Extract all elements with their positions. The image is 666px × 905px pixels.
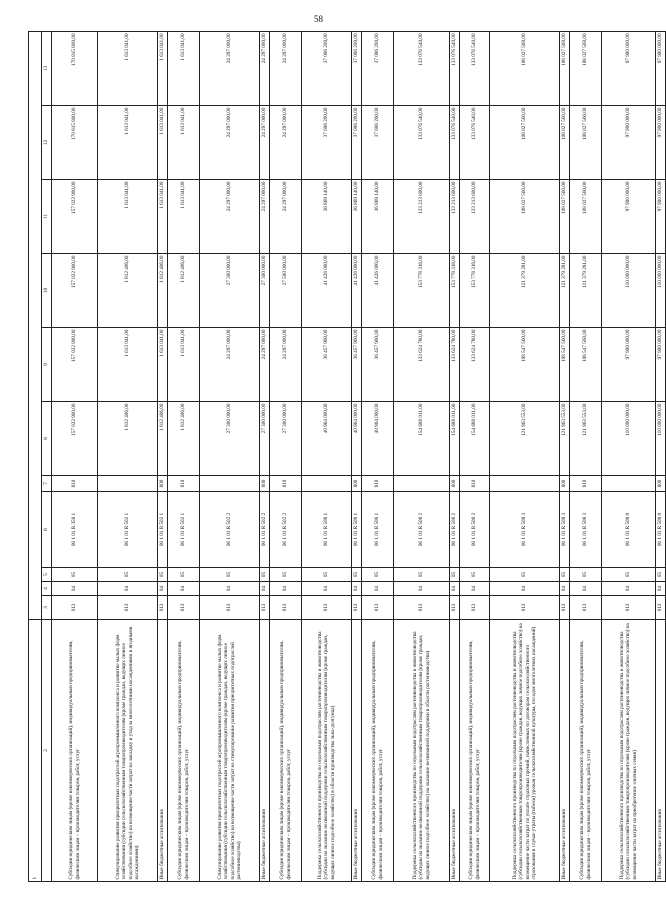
row-description: Иные бюджетные ассигнования: [260, 620, 270, 882]
cell-c7: 810: [52, 476, 98, 492]
cell-c11: 1 613 041,00: [158, 180, 168, 254]
cell-c7: 800: [260, 476, 270, 492]
cell-c7: [394, 476, 450, 492]
cell-c3: 013: [98, 596, 158, 620]
cell-c13: 37 006 200,00: [302, 31, 352, 105]
cell-c10: 110 000 000,00: [602, 254, 656, 328]
table-row: [656, 31, 666, 881]
header-cell: 6: [42, 492, 52, 568]
header-cell: 13: [42, 31, 52, 105]
row-description: Стимулирование развития приоритетных подотраслей агропромышленного комплекса и развитие малых форм хозяйствования (субсидии сельскохозяйственным товаропроизводителям (кроме граждан, ведущих личное подсобное хозяйство) на возмещение части затрат на закладку и уход за многолетними насаждениями и ягодными насаждениями): [98, 620, 158, 882]
header-cell: 4: [42, 582, 52, 596]
table-row: [460, 31, 490, 881]
row-description: Субсидии юридическим лицам (кроме некоммерческих организаций), индивидуальным предпринимателям, физическим лицам – производителям товаров, работ, услуг: [460, 620, 490, 882]
cell-c12: 108 027 560,00: [560, 106, 570, 180]
row-description: Поддержка сельскохозяйственного производства по отдельным подотраслям растениеводства и животноводства (субсидии сельскохозяйственным товаропроизводителям (кроме граждан, ведущих личное подсобное хозяйство) на возмещение части затрат на приобретение элитных семян): [602, 620, 656, 882]
cell-c11: 108 027 560,00: [560, 180, 570, 254]
table-row: [168, 31, 200, 881]
cell-c13: 108 027 560,00: [560, 31, 570, 105]
cell-c12: 37 006 200,00: [362, 106, 394, 180]
first-row-label: 1: [29, 620, 42, 882]
cell-c8: 110 000 000,00: [602, 402, 656, 476]
cell-c3: 013: [394, 596, 450, 620]
cell-c7: 800: [450, 476, 460, 492]
cell-c4: 04: [302, 582, 352, 596]
cell-c6: 06 1 01 R 502 2: [270, 492, 302, 568]
cell-c4: 04: [260, 582, 270, 596]
cell-c13: 133 076 540,00: [460, 31, 490, 105]
cell-c3: 013: [302, 596, 352, 620]
cell-c12: 1 613 041,00: [168, 106, 200, 180]
first-row: [29, 31, 42, 881]
header-cell: 7: [42, 476, 52, 492]
cell-c7: [490, 476, 560, 492]
cell-c13: 97 900 000,00: [656, 31, 666, 105]
cell-c5: 05: [270, 568, 302, 582]
cell-c3: 013: [490, 596, 560, 620]
cell-c4: 04: [200, 582, 260, 596]
cell-c12: 37 006 200,00: [352, 106, 362, 180]
cell-c5: 05: [450, 568, 460, 582]
row-description: Субсидии юридическим лицам (кроме некоммерческих организаций), индивидуальным предпринимателям, физическим лицам – производителям товаров, работ, услуг: [168, 620, 200, 882]
cell-c12: 108 027 560,00: [490, 106, 560, 180]
header-cell: 11: [42, 180, 52, 254]
row-description: Субсидии юридическим лицам (кроме некоммерческих организаций), индивидуальным предпринимателям, физическим лицам – производителям товаров, работ, услуг: [570, 620, 602, 882]
cell-c10: 110 000 000,00: [656, 254, 666, 328]
cell-c12: 108 027 560,00: [570, 106, 602, 180]
cell-c4: 04: [490, 582, 560, 596]
cell-c3: 013: [260, 596, 270, 620]
cell-c9: 1 613 041,00: [98, 328, 158, 402]
cell-c6: 06 1 01 R 508 2: [450, 492, 460, 568]
cell-c13: 108 027 560,00: [570, 31, 602, 105]
cell-c6: 06 1 01 R 508 3: [570, 492, 602, 568]
cell-c8: 1 812 406,00: [168, 402, 200, 476]
cell-c7: 800: [158, 476, 168, 492]
cell-c8: 40 964 000,00: [302, 402, 352, 476]
table-row: [362, 31, 394, 881]
cell-c3: 013: [602, 596, 656, 620]
row-description: Иные бюджетные ассигнования: [560, 620, 570, 882]
cell-c10: 153 778 318,00: [394, 254, 450, 328]
cell-c3: 013: [656, 596, 666, 620]
cell-c9: 24 297 000,00: [270, 328, 302, 402]
cell-c10: 121 379 281,00: [490, 254, 560, 328]
first-row-empty: [29, 31, 42, 619]
cell-c8: 121 963 553,00: [560, 402, 570, 476]
cell-c7: 810: [168, 476, 200, 492]
cell-c6: 06 1 01 R 358 1: [52, 492, 98, 568]
cell-c8: 154 688 011,00: [450, 402, 460, 476]
table-row: [352, 31, 362, 881]
cell-c9: 133 624 780,00: [394, 328, 450, 402]
cell-c11: 24 297 000,00: [260, 180, 270, 254]
cell-c11: 97 900 000,00: [602, 180, 656, 254]
cell-c9: 108 547 560,00: [570, 328, 602, 402]
cell-c3: 013: [560, 596, 570, 620]
row-description: Иные бюджетные ассигнования: [656, 620, 666, 882]
cell-c11: 133 213 600,00: [460, 180, 490, 254]
table-row: [560, 31, 570, 881]
cell-c10: 27 300 000,00: [200, 254, 260, 328]
cell-c6: 06 1 01 R 502 1: [168, 492, 200, 568]
cell-c8: 121 963 553,00: [570, 402, 602, 476]
table-row: [450, 31, 460, 881]
cell-c6: 06 1 01 R 508 1: [302, 492, 352, 568]
cell-c6: 06 1 01 R 508 2: [394, 492, 450, 568]
cell-c11: 24 297 000,00: [200, 180, 260, 254]
cell-c3: 013: [450, 596, 460, 620]
cell-c5: 05: [460, 568, 490, 582]
cell-c7: 800: [352, 476, 362, 492]
cell-c13: 1 613 041,00: [98, 31, 158, 105]
table-row: [602, 31, 656, 881]
cell-c3: 013: [570, 596, 602, 620]
cell-c13: 133 076 540,00: [450, 31, 460, 105]
cell-c4: 04: [450, 582, 460, 596]
cell-c7: [98, 476, 158, 492]
cell-c8: 27 300 000,00: [260, 402, 270, 476]
cell-c7: [200, 476, 260, 492]
row-description: Поддержка сельскохозяйственного производства по отдельным подотраслям растениеводства и животноводства (субсидии на оказание несвязанной поддержки сельскохозяйственным товаропроизводителям (кроме граждан, ведущих личное подсобное хозяйство) в области производства льна-долгунца): [302, 620, 352, 882]
cell-c10: 41 426 000,00: [352, 254, 362, 328]
cell-c5: 05: [362, 568, 394, 582]
cell-c9: 1 613 041,00: [168, 328, 200, 402]
cell-c5: 05: [602, 568, 656, 582]
cell-c4: 04: [570, 582, 602, 596]
cell-c9: 157 022 900,00: [52, 328, 98, 402]
cell-c4: 04: [394, 582, 450, 596]
cell-c9: 24 297 000,00: [200, 328, 260, 402]
cell-c9: 97 900 000,00: [656, 328, 666, 402]
cell-c5: 05: [570, 568, 602, 582]
cell-c6: 06 1 01 R 502 2: [260, 492, 270, 568]
budget-table: [28, 31, 666, 882]
cell-c3: 013: [200, 596, 260, 620]
cell-c8: 27 300 000,00: [270, 402, 302, 476]
cell-c4: 04: [352, 582, 362, 596]
cell-c12: 1 613 041,00: [98, 106, 158, 180]
header-cell: 12: [42, 106, 52, 180]
cell-c7: 800: [560, 476, 570, 492]
cell-c3: 013: [362, 596, 394, 620]
cell-c13: 37 006 200,00: [352, 31, 362, 105]
cell-c7: 810: [362, 476, 394, 492]
cell-c13: 1 613 041,00: [168, 31, 200, 105]
row-description: Поддержка сельскохозяйственного производства по отдельным подотраслям растениеводства и животноводства (субсидии на оказание несвязанной поддержки сельскохозяйственным товаропроизводителям (кроме граждан, ведущих личное подсобное хозяйство) на оказание несвязанной поддержки в области растениеводства): [394, 620, 450, 882]
cell-c8: 1 812 406,00: [158, 402, 168, 476]
cell-c7: 810: [270, 476, 302, 492]
cell-c4: 04: [460, 582, 490, 596]
cell-c12: 1 613 041,00: [158, 106, 168, 180]
cell-c4: 04: [158, 582, 168, 596]
header-cell: 9: [42, 328, 52, 402]
cell-c5: 05: [394, 568, 450, 582]
row-description: Иные бюджетные ассигнования: [158, 620, 168, 882]
cell-c13: 108 027 560,00: [490, 31, 560, 105]
cell-c13: 24 297 000,00: [260, 31, 270, 105]
cell-c11: 97 900 000,00: [656, 180, 666, 254]
cell-c6: 06 1 01 R 508 2: [460, 492, 490, 568]
table-row: [52, 31, 98, 881]
cell-c4: 04: [602, 582, 656, 596]
cell-c10: 1 812 406,00: [168, 254, 200, 328]
cell-c9: 36 457 960,00: [302, 328, 352, 402]
cell-c5: 05: [168, 568, 200, 582]
cell-c4: 04: [98, 582, 158, 596]
table-row: [570, 31, 602, 881]
cell-c10: 121 379 281,00: [560, 254, 570, 328]
cell-c11: 1 613 041,00: [168, 180, 200, 254]
header-cell: 2: [42, 620, 52, 882]
table-row: [260, 31, 270, 881]
cell-c12: 133 076 540,00: [394, 106, 450, 180]
cell-c8: 154 688 011,00: [460, 402, 490, 476]
cell-c9: 24 297 000,00: [260, 328, 270, 402]
cell-c10: 41 426 000,00: [362, 254, 394, 328]
cell-c10: 1 812 406,00: [98, 254, 158, 328]
table-row: [98, 31, 158, 881]
cell-c11: 108 027 560,00: [570, 180, 602, 254]
cell-c12: 133 076 540,00: [460, 106, 490, 180]
header-cell: 8: [42, 402, 52, 476]
cell-c3: 013: [158, 596, 168, 620]
cell-c6: 06 1 01 R 502 2: [200, 492, 260, 568]
cell-c12: 24 297 000,00: [200, 106, 260, 180]
row-description: Стимулирование развития приоритетных подотраслей агропромышленного комплекса и развитие малых форм хозяйствования (субсидии сельскохозяйственным товаропроизводителям (кроме граждан, ведущих личное подсобное хозяйство) на возмещение части затрат на стимулирование развития приоритетных подотраслей растениеводства): [200, 620, 260, 882]
cell-c13: 24 297 000,00: [200, 31, 260, 105]
cell-c8: 27 300 000,00: [200, 402, 260, 476]
cell-c10: 157 022 900,00: [52, 254, 98, 328]
cell-c9: 1 613 041,00: [158, 328, 168, 402]
cell-c13: 1 613 041,00: [158, 31, 168, 105]
table-row: [302, 31, 352, 881]
cell-c9: 108 547 560,00: [490, 328, 560, 402]
table-row: [270, 31, 302, 881]
cell-c4: 04: [362, 582, 394, 596]
cell-c5: 05: [260, 568, 270, 582]
cell-c6: 06 1 01 R 508 9: [656, 492, 666, 568]
table-row: [158, 31, 168, 881]
row-description: Поддержка сельскохозяйственного производства по отдельным подотраслям растениеводства и животноводства (субсидии сельскохозяйственным товаропроизводителям (кроме граждан, ведущих личное подсобное хозяйство) на возмещение части затрат по уплате страховых премий, начисленных по договорам сельскохозяйственного страхования в случае утраты (гибели) урожая сельскохозяйственной культуры, посадок многолетних насаждений): [490, 620, 560, 882]
cell-c12: 24 297 000,00: [270, 106, 302, 180]
cell-c8: 157 022 900,00: [52, 402, 98, 476]
cell-c10: 27 300 000,00: [260, 254, 270, 328]
cell-c11: 24 297 000,00: [270, 180, 302, 254]
cell-c5: 05: [158, 568, 168, 582]
cell-c6: 06 1 01 R 508 3: [560, 492, 570, 568]
cell-c3: 013: [460, 596, 490, 620]
cell-c6: 06 1 01 R 508 1: [352, 492, 362, 568]
cell-c10: 153 778 318,00: [450, 254, 460, 328]
row-description: Иные бюджетные ассигнования: [352, 620, 362, 882]
cell-c6: 06 1 01 R 502 1: [158, 492, 168, 568]
table-row: [394, 31, 450, 881]
cell-c12: 37 006 200,00: [302, 106, 352, 180]
cell-c13: 37 006 200,00: [362, 31, 394, 105]
cell-c7: 810: [570, 476, 602, 492]
cell-c9: 36 457 960,00: [362, 328, 394, 402]
cell-c13: 170 815 800,00: [52, 31, 98, 105]
cell-c12: 97 900 000,00: [602, 106, 656, 180]
cell-c7: [302, 476, 352, 492]
cell-c7: 810: [460, 476, 490, 492]
cell-c10: 153 778 318,00: [460, 254, 490, 328]
cell-c11: 36 869 140,00: [302, 180, 352, 254]
cell-c12: 133 076 540,00: [450, 106, 460, 180]
rotated-budget-table: [28, 32, 664, 882]
cell-c5: 05: [656, 568, 666, 582]
cell-c11: 1 613 041,00: [98, 180, 158, 254]
cell-c11: 133 213 600,00: [450, 180, 460, 254]
cell-c13: 97 900 000,00: [602, 31, 656, 105]
cell-c8: 1 812 406,00: [98, 402, 158, 476]
cell-c10: 1 812 406,00: [158, 254, 168, 328]
cell-c5: 05: [490, 568, 560, 582]
cell-c3: 013: [270, 596, 302, 620]
cell-c3: 013: [52, 596, 98, 620]
cell-c13: 133 076 540,00: [394, 31, 450, 105]
cell-c11: 157 022 900,00: [52, 180, 98, 254]
cell-c9: 133 624 780,00: [460, 328, 490, 402]
cell-c11: 108 027 560,00: [490, 180, 560, 254]
header-cell: 10: [42, 254, 52, 328]
cell-c9: 133 624 780,00: [450, 328, 460, 402]
row-description: Субсидии юридическим лицам (кроме некоммерческих организаций), индивидуальным предпринимателям, физическим лицам – производителям товаров, работ, услуг: [270, 620, 302, 882]
cell-c11: 36 869 140,00: [352, 180, 362, 254]
cell-c6: 06 1 01 R 502 1: [98, 492, 158, 568]
cell-c6: 06 1 01 R 508 1: [362, 492, 394, 568]
cell-c13: 24 297 000,00: [270, 31, 302, 105]
cell-c3: 013: [352, 596, 362, 620]
cell-c8: 40 964 000,00: [352, 402, 362, 476]
cell-c9: 108 547 560,00: [560, 328, 570, 402]
cell-c8: 40 964 000,00: [362, 402, 394, 476]
column-number-row: [42, 31, 52, 881]
cell-c7: 800: [656, 476, 666, 492]
cell-c12: 97 900 000,00: [656, 106, 666, 180]
cell-c10: 121 379 281,00: [570, 254, 602, 328]
cell-c7: [602, 476, 656, 492]
cell-c8: 154 688 011,00: [394, 402, 450, 476]
table-row: [490, 31, 560, 881]
cell-c5: 05: [352, 568, 362, 582]
cell-c9: 36 457 960,00: [352, 328, 362, 402]
cell-c4: 04: [270, 582, 302, 596]
cell-c6: 06 1 01 R 508 9: [602, 492, 656, 568]
row-description: Субсидии юридическим лицам (кроме некоммерческих организаций), индивидуальным предпринимателям, физическим лицам – производителям товаров, работ, услуг: [362, 620, 394, 882]
cell-c12: 24 297 000,00: [260, 106, 270, 180]
cell-c8: 121 963 553,00: [490, 402, 560, 476]
cell-c5: 05: [560, 568, 570, 582]
cell-c11: 36 869 140,00: [362, 180, 394, 254]
cell-c12: 170 815 800,00: [52, 106, 98, 180]
cell-c8: 110 000 000,00: [656, 402, 666, 476]
cell-c9: 97 900 000,00: [602, 328, 656, 402]
page-number: 58: [314, 14, 323, 24]
header-cell: 5: [42, 568, 52, 582]
header-cell: 3: [42, 596, 52, 620]
cell-c5: 05: [98, 568, 158, 582]
cell-c4: 04: [560, 582, 570, 596]
cell-c4: 04: [52, 582, 98, 596]
table-row: [200, 31, 260, 881]
cell-c4: 04: [168, 582, 200, 596]
cell-c6: 06 1 01 R 508 3: [490, 492, 560, 568]
row-description: Субсидии юридическим лицам (кроме некоммерческих организаций), индивидуальным предпринимателям, физическим лицам – производителям товаров, работ, услуг: [52, 620, 98, 882]
cell-c10: 27 500 000,00: [270, 254, 302, 328]
cell-c5: 05: [200, 568, 260, 582]
cell-c10: 41 426 000,00: [302, 254, 352, 328]
cell-c11: 133 213 600,00: [394, 180, 450, 254]
cell-c5: 05: [302, 568, 352, 582]
cell-c4: 04: [656, 582, 666, 596]
row-description: Иные бюджетные ассигнования: [450, 620, 460, 882]
cell-c3: 013: [168, 596, 200, 620]
cell-c5: 05: [52, 568, 98, 582]
